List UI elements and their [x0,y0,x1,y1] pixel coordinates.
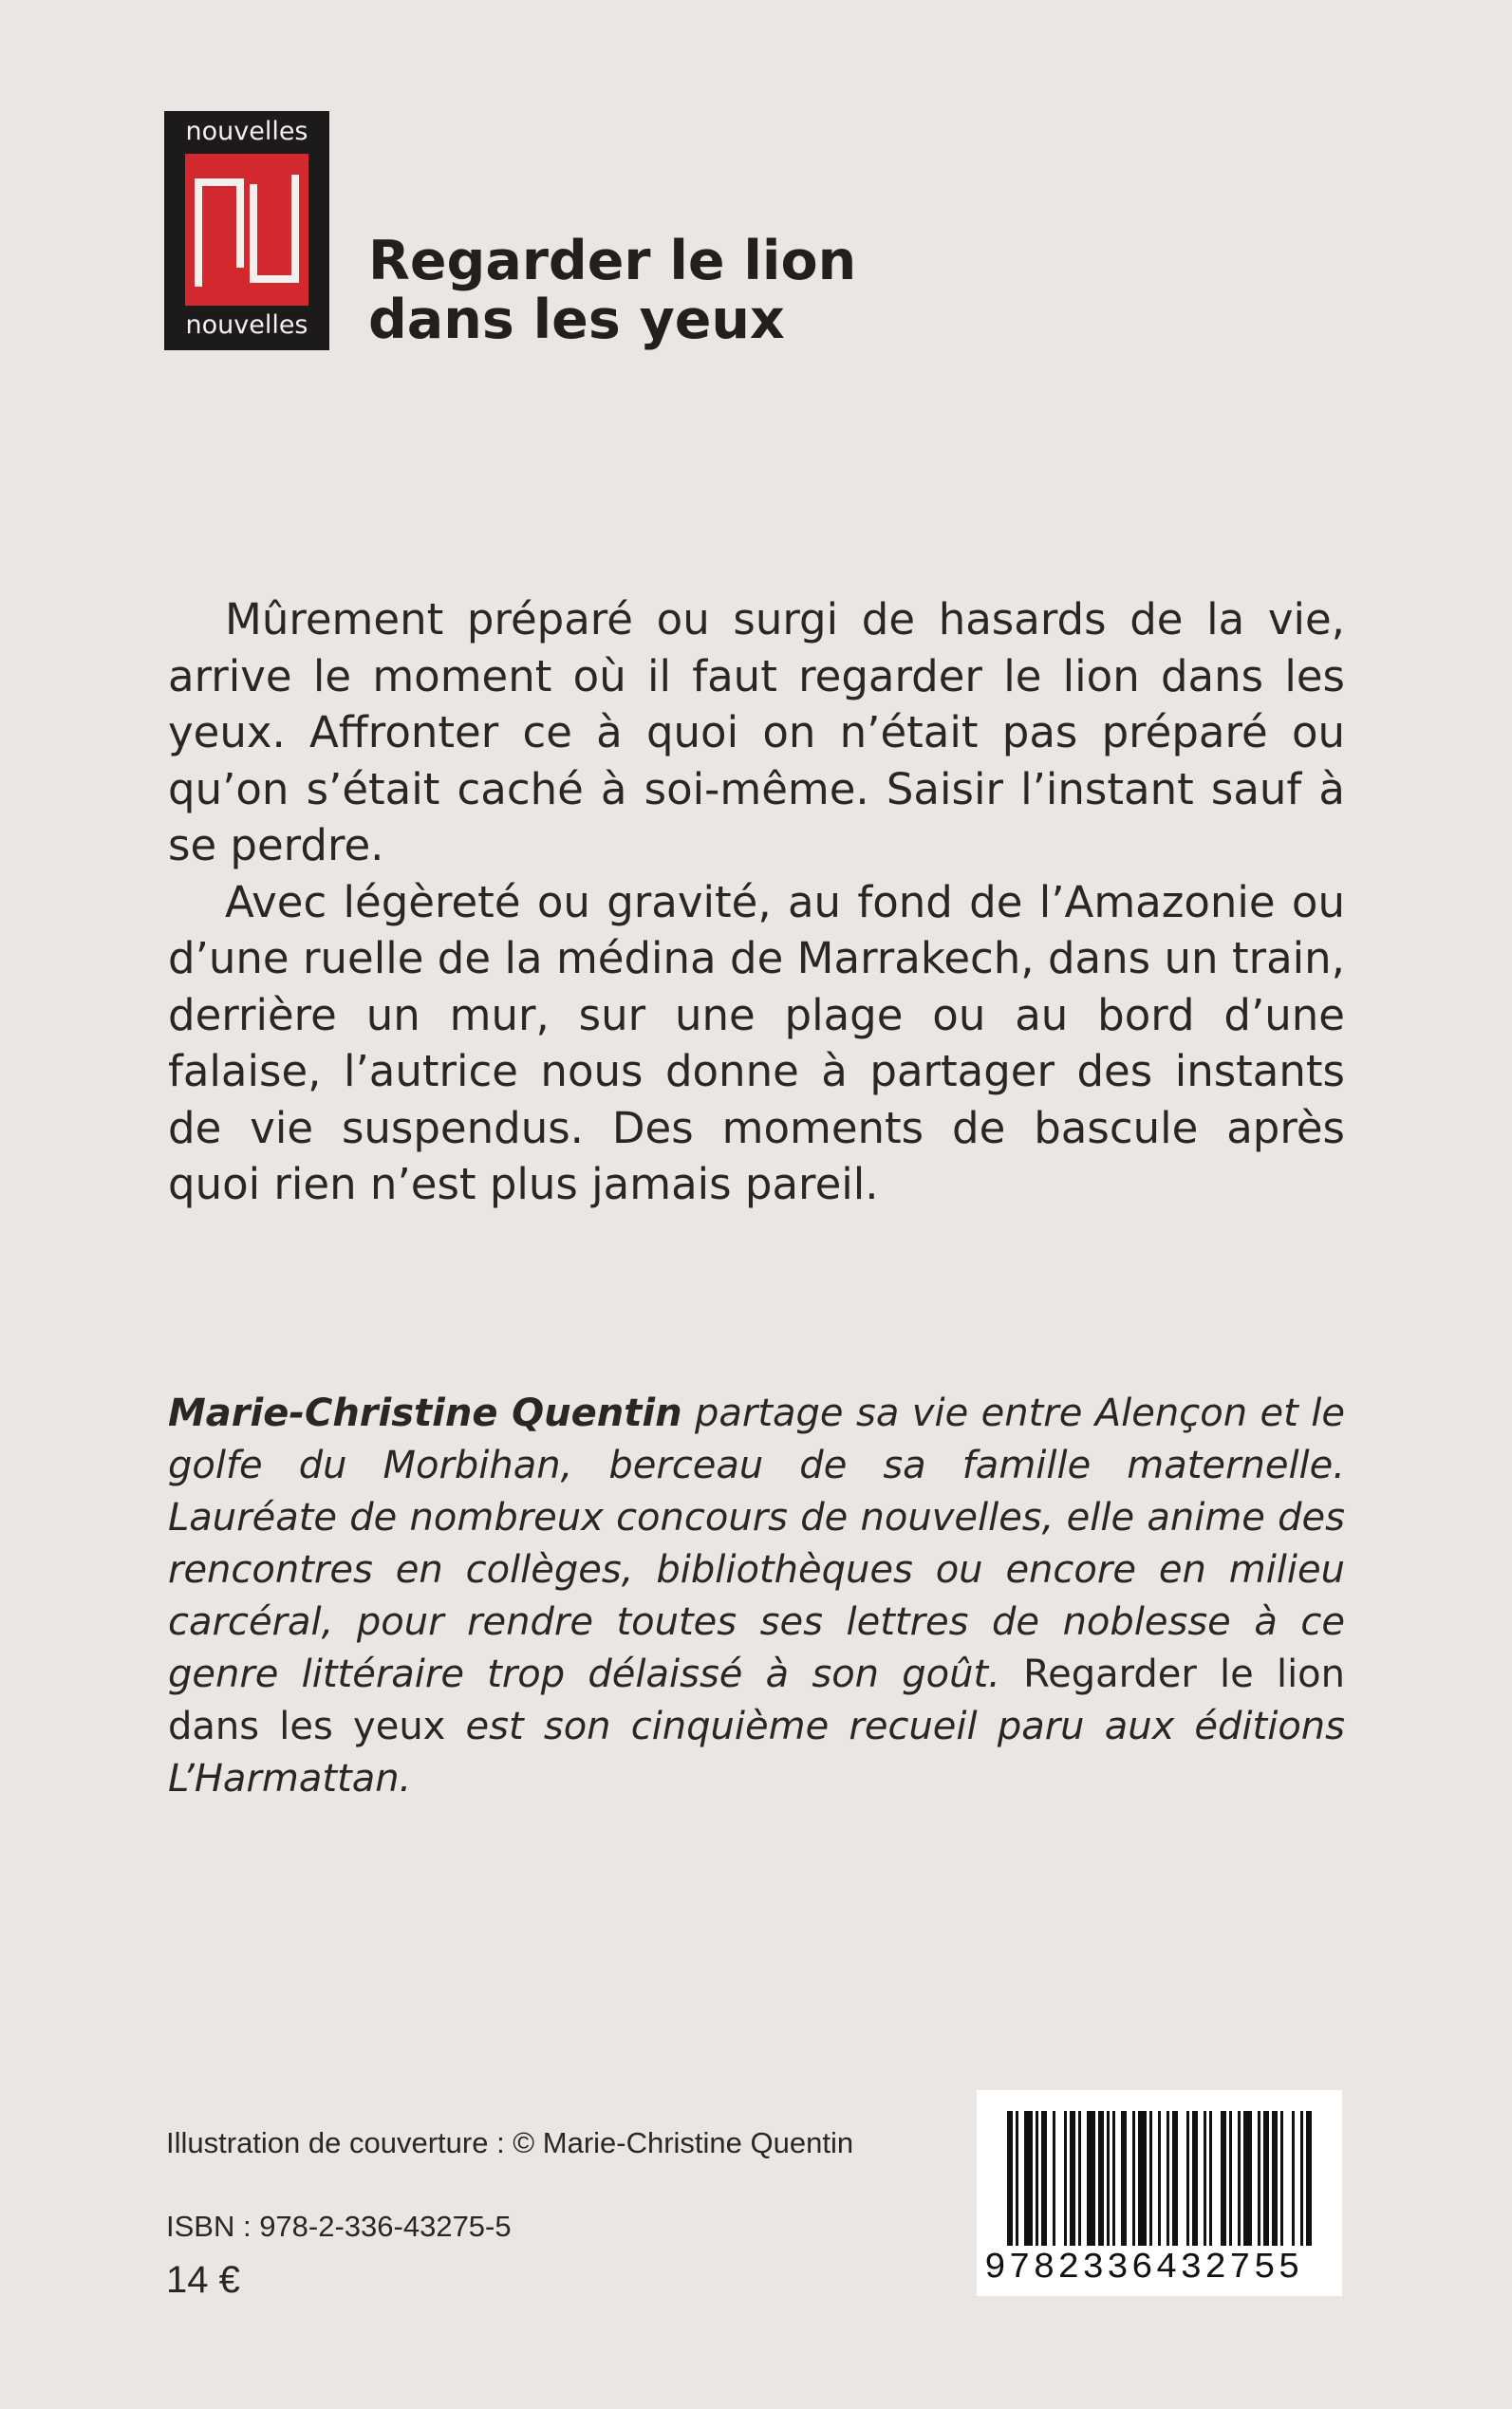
barcode-bar [1070,2111,1075,2246]
barcode-bar [1132,2111,1135,2246]
barcode-bar [1138,2111,1147,2246]
book-title-line-2: dans les yeux [368,289,785,351]
barcode-bar [1041,2111,1047,2246]
barcode-bar [1292,2111,1295,2246]
barcode-bar [1007,2111,1013,2246]
barcode-bar [1172,2111,1178,2246]
author-bio [168,1388,1345,1805]
book-title-line-1: Regarder le lion [368,230,857,292]
barcode-bar [1024,2111,1033,2246]
nu-monogram-icon [185,154,308,306]
book-title [368,232,856,349]
barcode-bar [1221,2111,1226,2246]
logo-bottom-word: nouvelles [185,310,308,340]
isbn-number: ISBN : 978-2-336-43275-5 [166,2210,512,2243]
barcode-bar [1053,2111,1055,2246]
bio-text-1: partage sa vie entre Alençon et le golfe du Morbihan, berceau de sa famille maternelle. Lauréate de nombreux concours de nouvelles, elle anime des rencontres en collèges, bibliothèques ou encore en milieu carcéral, pour rendre toutes ses lettres de noblesse à ce genre littéraire trop délaissé à son goût. [168,1391,1345,1696]
barcode-bar [1078,2111,1081,2246]
barcode-bar [1280,2111,1283,2246]
barcode-digits: 9782336432755 [984,2248,1303,2288]
barcode-bar [1107,2111,1110,2246]
barcode-bar [1300,2111,1303,2246]
price: 14 € [166,2259,240,2301]
barcode-bar [1016,2111,1018,2246]
barcode-bar [1036,2111,1038,2246]
back-cover-blurb [168,591,1345,1213]
barcode-bar [1121,2111,1127,2246]
barcode-bar [1238,2111,1241,2246]
logo-nu-mark [185,154,308,306]
blurb-paragraph-1: Mûrement préparé ou surgi de hasards de la vie, arrive le moment où il faut regarder le lion dans les yeux. Affronter ce à quoi on n’était pas préparé ou qu’on s’était caché à soi-même. Saisir l’instant sauf à se perdre. [168,594,1345,870]
barcode-bar [1186,2111,1189,2246]
barcode-bar [1192,2111,1198,2246]
bio-book-title: Regarder le lion dans les yeux [168,1653,1346,1748]
barcode-bar [1064,2111,1067,2246]
barcode-bar [1149,2111,1152,2246]
logo-top-word: nouvelles [185,117,308,146]
barcode-bar [1167,2111,1169,2246]
barcode-bar [1229,2111,1232,2246]
bio-text-2: est son cinquième recueil paru aux éditions L’Harmattan. [168,1705,1346,1801]
publisher-logo [164,111,329,350]
barcode-bar [1258,2111,1260,2246]
barcode-bar [1087,2111,1095,2246]
barcode [977,2090,1342,2296]
barcode-bar [1263,2111,1269,2246]
barcode-bar [1112,2111,1115,2246]
barcode-bar [1306,2111,1312,2246]
author-name: Marie-Christine Quentin [168,1391,682,1435]
cover-illustration-credit: Illustration de couverture : © Marie-Christine Quentin [166,2126,854,2159]
barcode-bar [1209,2111,1212,2246]
barcode-bar [1243,2111,1252,2246]
barcode-bar [1098,2111,1104,2246]
barcode-bar [1204,2111,1206,2246]
barcode-bar [1272,2111,1278,2246]
blurb-paragraph-2: Avec légèreté ou gravité, au fond de l’Amazonie ou d’une ruelle de la médina de Marrakech, dans un train, derrière un mur, sur une plage ou au bord d’une falaise, l’autrice nous donne à partager des instants de vie suspendus. Des moments de bascule après quoi rien n’est plus jamais pareil. [168,876,1345,1209]
barcode-bar [1158,2111,1161,2246]
